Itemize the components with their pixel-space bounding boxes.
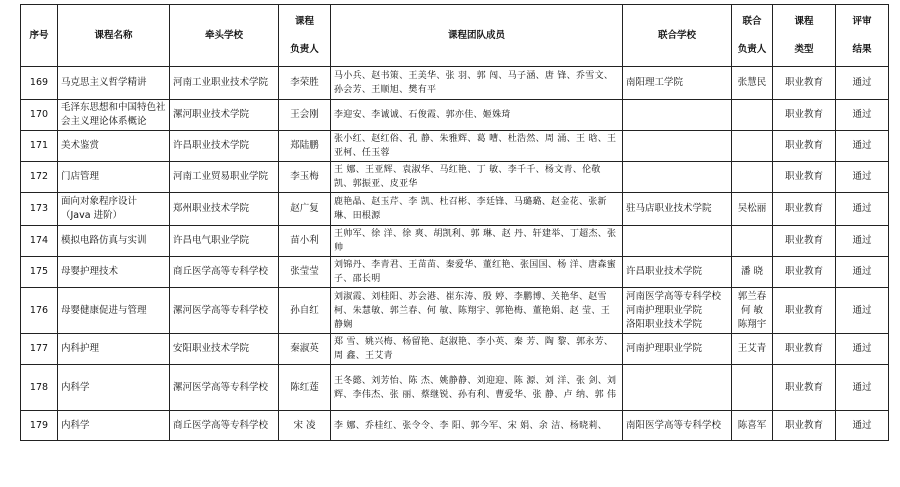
partner-school-name: 南阳理工学院 [626, 77, 684, 88]
table-row [21, 257, 889, 288]
row-course-type: 职业教育 [773, 162, 836, 193]
row-seq: 174 [21, 226, 58, 257]
row-members: 郑 雪、姚兴梅、杨留艳、赵淑艳、李小英、秦 芳、陶 黎、郭永芳、周 鑫、王艾青 [331, 334, 623, 365]
row-course-name: 母婴护理技术 [58, 257, 170, 288]
row-course-type: 职业教育 [773, 226, 836, 257]
row-members: 李迎安、李诚诚、石俊霞、郭亦佳、姬姝琦 [331, 100, 623, 131]
row-partner-lead [732, 288, 773, 334]
row-lead-person: 王会刚 [279, 100, 331, 131]
row-partner-school [623, 411, 732, 441]
header-lead-school: 牵头学校 [170, 5, 279, 67]
row-course-name: 毛泽东思想和中国特色社会主义理论体系概论 [58, 100, 170, 131]
header-course-type-line2: 类型 [794, 43, 814, 55]
header-partner-lead [732, 5, 773, 67]
row-lead-person: 张莹莹 [279, 257, 331, 288]
row-result: 通过 [836, 226, 889, 257]
header-course-type [773, 5, 836, 67]
header-members: 课程团队成员 [331, 5, 623, 67]
row-partner-lead [732, 162, 773, 193]
partner-lead-name: 吴松丽 [737, 203, 767, 214]
header-lead-person-line2: 负责人 [290, 43, 319, 55]
partner-lead-name: 郭兰春 [737, 290, 767, 302]
row-seq: 177 [21, 334, 58, 365]
row-partner-school [623, 334, 732, 365]
header-result-line1: 评审 [852, 15, 872, 27]
row-lead-school: 河南工业贸易职业学院 [170, 162, 279, 193]
row-partner-lead [732, 193, 773, 226]
row-lead-person: 孙自红 [279, 288, 331, 334]
row-lead-school: 许昌职业技术学院 [170, 131, 279, 162]
row-lead-school: 许昌电气职业学院 [170, 226, 279, 257]
table-row [21, 411, 889, 441]
table-row [21, 131, 889, 162]
row-course-type: 职业教育 [773, 365, 836, 411]
row-course-type: 职业教育 [773, 131, 836, 162]
row-result: 通过 [836, 288, 889, 334]
row-members: 王冬懿、刘芳怡、陈 杰、姚静静、刘迎迎、陈 源、刘 洋、张 剑、刘 辉、李伟杰、张 丽、蔡继锐、孙有利、曹爱华、张 静、卢 纳、郭 伟 [331, 365, 623, 411]
row-partner-school [623, 162, 732, 193]
row-seq: 170 [21, 100, 58, 131]
row-result: 通过 [836, 411, 889, 441]
table-row [21, 365, 889, 411]
row-partner-lead [732, 257, 773, 288]
row-members: 张小红、赵红俗、孔 静、朱雅辉、葛 嘈、杜浩然、周 涌、王 晗、王亚柯、任玉蓉 [331, 131, 623, 162]
partner-school-name: 河南护理职业学院 [626, 304, 703, 316]
table-row [21, 162, 889, 193]
row-result: 通过 [836, 100, 889, 131]
header-seq: 序号 [21, 5, 58, 67]
row-course-type: 职业教育 [773, 193, 836, 226]
row-partner-school [623, 67, 732, 100]
partner-lead-name: 王艾青 [737, 343, 767, 354]
row-course-type: 职业教育 [773, 411, 836, 441]
row-members: 鹿艳晶、赵玉芹、李 凯、杜召彬、李廷锋、马璐璐、赵金花、张新琳、田根源 [331, 193, 623, 226]
row-course-type: 职业教育 [773, 67, 836, 100]
row-partner-lead [732, 365, 773, 411]
row-lead-person: 郑陆鹏 [279, 131, 331, 162]
row-partner-school [623, 365, 732, 411]
row-partner-lead [732, 67, 773, 100]
partner-lead-name: 张慧民 [737, 77, 767, 88]
row-lead-person: 秦淑英 [279, 334, 331, 365]
row-seq: 179 [21, 411, 58, 441]
row-seq: 178 [21, 365, 58, 411]
table-header-row [21, 5, 889, 67]
row-result: 通过 [836, 67, 889, 100]
course-table [20, 4, 889, 441]
row-members: 马小兵、赵书策、王美华、张 羽、郭 闯、马子涵、唐 锋、乔雪文、孙会芳、王顺旭、樊有平 [331, 67, 623, 100]
row-members: 王帅军、徐 洋、徐 爽、胡凯利、郭 琳、赵 丹、轩建举、丁超杰、张 帅 [331, 226, 623, 257]
partner-lead-name: 陈喜军 [737, 419, 767, 431]
row-result: 通过 [836, 334, 889, 365]
row-lead-school: 漯河医学高等专科学校 [170, 288, 279, 334]
row-seq: 172 [21, 162, 58, 193]
row-course-name: 美术鉴赏 [58, 131, 170, 162]
row-partner-school [623, 100, 732, 131]
partner-school-name: 南阳医学高等专科学校 [626, 419, 722, 431]
row-result: 通过 [836, 365, 889, 411]
row-lead-person: 赵广复 [279, 193, 331, 226]
row-lead-school: 漯河医学高等专科学校 [170, 365, 279, 411]
row-partner-lead [732, 131, 773, 162]
row-members: 刘淑霞、刘桂阳、苏会港、崔东涛、殷 婷、李鹏博、关艳华、赵雪柯、朱慧敏、郭兰春、何 敏、陈翔宇、郭艳梅、董艳娟、赵 莹、王静娴 [331, 288, 623, 334]
row-lead-school: 商丘医学高等专科学校 [170, 411, 279, 441]
row-partner-lead [732, 226, 773, 257]
row-partner-lead [732, 100, 773, 131]
row-course-type: 职业教育 [773, 288, 836, 334]
row-lead-person: 李荣胜 [279, 67, 331, 100]
row-lead-person: 宋 凌 [279, 411, 331, 441]
partner-lead-name: 陈翔宇 [737, 318, 767, 330]
row-course-name: 内科护理 [58, 334, 170, 365]
row-partner-lead [732, 334, 773, 365]
row-course-type: 职业教育 [773, 334, 836, 365]
row-seq: 175 [21, 257, 58, 288]
partner-school-name: 河南护理职业学院 [626, 343, 703, 354]
row-course-name: 马克思主义哲学精讲 [58, 67, 170, 100]
header-lead-person [279, 5, 331, 67]
row-course-name: 内科学 [58, 365, 170, 411]
partner-school-name: 河南医学高等专科学校 [626, 290, 722, 302]
row-result: 通过 [836, 131, 889, 162]
row-partner-school [623, 226, 732, 257]
row-lead-school: 漯河职业技术学院 [170, 100, 279, 131]
row-lead-school: 安阳职业技术学院 [170, 334, 279, 365]
header-course-name: 课程名称 [58, 5, 170, 67]
row-members: 刘锦丹、李青君、王苗苗、秦爱华、董红艳、张国国、杨 洋、唐森蜜子、邵长明 [331, 257, 623, 288]
row-members: 王 娜、王亚辉、袁淑华、马红艳、丁 敏、李千千、杨文青、伦敬凯、郭振亚、皮亚华 [331, 162, 623, 193]
row-course-name: 面向对象程序设计（Java 进阶） [58, 193, 170, 226]
header-course-type-line1: 课程 [794, 15, 814, 27]
row-seq: 176 [21, 288, 58, 334]
row-seq: 169 [21, 67, 58, 100]
header-partner-lead-line2: 负责人 [737, 43, 767, 55]
row-seq: 171 [21, 131, 58, 162]
row-lead-person: 苗小利 [279, 226, 331, 257]
row-course-name: 内科学 [58, 411, 170, 441]
row-partner-school [623, 131, 732, 162]
row-course-type: 职业教育 [773, 257, 836, 288]
header-partner-lead-line1: 联合 [742, 15, 762, 27]
table-row [21, 67, 889, 100]
row-course-name: 模拟电路仿真与实训 [58, 226, 170, 257]
row-members: 李 娜、乔桂红、张令令、李 阳、郭今军、宋 娟、余 洁、杨晓莉、 [331, 411, 623, 441]
row-result: 通过 [836, 193, 889, 226]
table-body [21, 67, 889, 441]
row-course-type: 职业教育 [773, 100, 836, 131]
partner-school-name: 洛阳职业技术学院 [626, 318, 703, 330]
table-row [21, 334, 889, 365]
row-lead-school: 河南工业职业技术学院 [170, 67, 279, 100]
row-lead-school: 郑州职业技术学院 [170, 193, 279, 226]
partner-school-name: 驻马店职业技术学院 [626, 203, 712, 214]
row-partner-school [623, 193, 732, 226]
header-result-line2: 结果 [852, 43, 872, 55]
row-partner-lead [732, 411, 773, 441]
partner-lead-name: 何 敏 [740, 304, 764, 316]
partner-school-name: 许昌职业技术学院 [626, 266, 703, 277]
row-partner-school [623, 288, 732, 334]
row-result: 通过 [836, 257, 889, 288]
header-lead-person-line1: 课程 [294, 15, 314, 27]
row-partner-school [623, 257, 732, 288]
row-course-name: 门店管理 [58, 162, 170, 193]
row-lead-person: 陈红莲 [279, 365, 331, 411]
header-result [836, 5, 889, 67]
row-lead-school: 商丘医学高等专科学校 [170, 257, 279, 288]
table-row [21, 193, 889, 226]
table-row [21, 288, 889, 334]
table-row [21, 226, 889, 257]
row-course-name: 母婴健康促进与管理 [58, 288, 170, 334]
partner-lead-name: 潘 晓 [740, 266, 764, 277]
row-result: 通过 [836, 162, 889, 193]
row-lead-person: 李玉梅 [279, 162, 331, 193]
table-row [21, 100, 889, 131]
row-seq: 173 [21, 193, 58, 226]
header-partner-school: 联合学校 [623, 5, 732, 67]
